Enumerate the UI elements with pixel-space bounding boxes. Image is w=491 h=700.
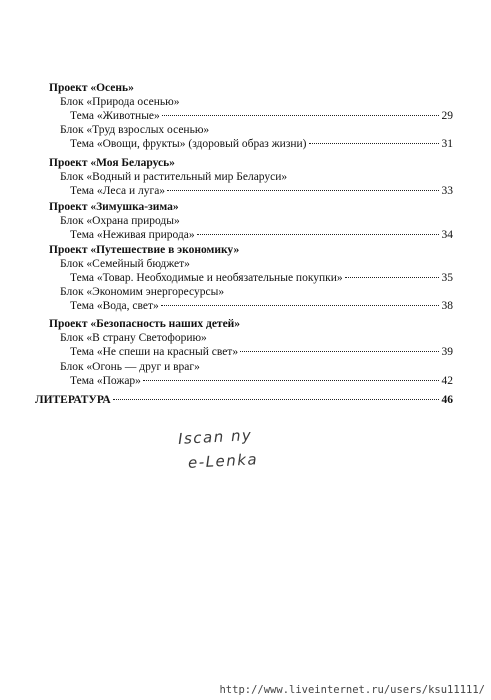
project-title: Проект «Безопасность наших детей» (49, 318, 241, 330)
page-number: 29 (441, 110, 453, 122)
handwritten-note-line2: e-Lenka (187, 450, 259, 472)
literature-entry (35, 393, 453, 407)
theme-title: Тема «Пожар» (70, 375, 141, 387)
block-title: Блок «Экономим энергоресурсы» (60, 286, 225, 298)
theme-title: Тема «Товар. Необходимые и необязательные покупки» (70, 272, 343, 284)
dot-leader (143, 380, 439, 381)
theme-title: Тема «Животные» (70, 110, 160, 122)
page-number: 34 (441, 229, 453, 241)
theme-entry (70, 271, 453, 285)
theme-title: Тема «Овощи, фрукты» (здоровый образ жизни) (70, 138, 307, 150)
theme-title: Тема «Неживая природа» (70, 229, 195, 241)
theme-title: Тема «Не спеши на красный свет» (70, 346, 239, 358)
dot-leader (240, 351, 438, 352)
theme-entry (70, 184, 453, 198)
project-title: Проект «Моя Беларусь» (49, 157, 175, 169)
watermark-url: http://www.liveinternet.ru/users/ksu11111/ (219, 684, 485, 696)
dot-leader (167, 190, 438, 191)
theme-entry (70, 374, 453, 388)
dot-leader (113, 399, 439, 400)
theme-entry (70, 345, 453, 359)
page-number: 35 (441, 272, 453, 284)
dot-leader (162, 115, 439, 116)
block-title: Блок «Семейный бюджет» (60, 258, 190, 270)
theme-entry (70, 299, 453, 313)
block-title: Блок «Охрана природы» (60, 215, 180, 227)
block-title: Блок «В страну Светофорию» (60, 332, 207, 344)
project-title: Проект «Зимушка-зима» (49, 201, 179, 213)
dot-leader (197, 234, 439, 235)
dot-leader (309, 143, 439, 144)
dot-leader (161, 305, 439, 306)
literature-title: ЛИТЕРАТУРА (35, 394, 111, 406)
handwritten-note-line1: Iscan ny (177, 426, 253, 448)
theme-entry (70, 137, 453, 151)
theme-title: Тема «Вода, свет» (70, 300, 159, 312)
theme-entry (70, 228, 453, 242)
page-number: 33 (441, 185, 453, 197)
block-title: Блок «Огонь — друг и враг» (60, 361, 200, 373)
block-title: Блок «Водный и растительный мир Беларуси» (60, 171, 288, 183)
page-number: 42 (441, 375, 453, 387)
block-title: Блок «Природа осенью» (60, 96, 180, 108)
page-number: 39 (441, 346, 453, 358)
page-number: 38 (441, 300, 453, 312)
project-title: Проект «Осень» (49, 82, 134, 94)
theme-title: Тема «Леса и луга» (70, 185, 166, 197)
page-number: 31 (441, 138, 453, 150)
block-title: Блок «Труд взрослых осенью» (60, 124, 210, 136)
theme-entry (70, 109, 453, 123)
page-number: 46 (441, 394, 453, 406)
dot-leader (345, 277, 439, 278)
project-title: Проект «Путешествие в экономику» (49, 244, 240, 256)
